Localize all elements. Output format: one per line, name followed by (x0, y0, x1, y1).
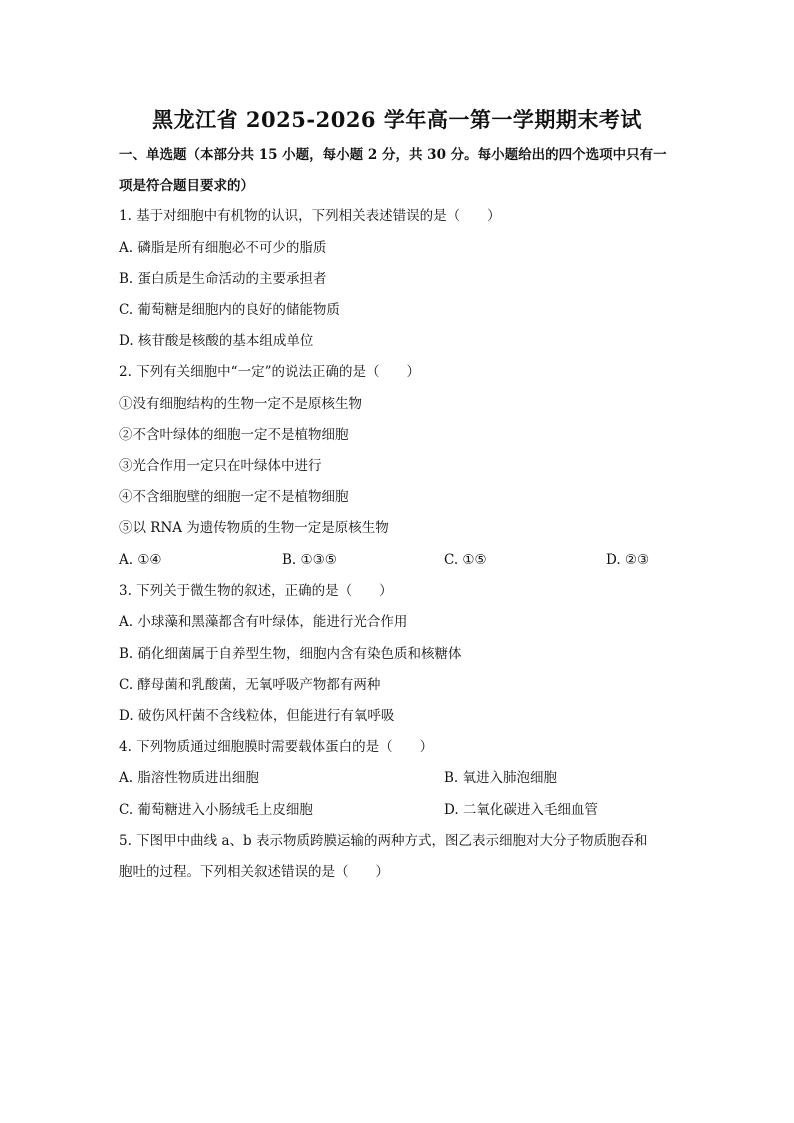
q1-option-a: A. 磷脂是所有细胞必不可少的脂质 (119, 240, 327, 256)
section-heading-line1: 一、单选题（本部分共 15 小题，每小题 2 分，共 30 分。每小题给出的四个选项中只有一 (119, 147, 667, 163)
q3-option-d: D. 破伤风杆菌不含线粒体，但能进行有氧呼吸 (119, 708, 395, 724)
q2-statement-5: ⑤以 RNA 为遗传物质的生物一定是原核生物 (119, 520, 389, 536)
q2-option-c: C. ①⑤ (444, 552, 487, 568)
q2-statement-1: ①没有细胞结构的生物一定不是原核生物 (119, 396, 362, 412)
q1-stem: 1. 基于对细胞中有机物的认识，下列相关表述错误的是（ ） (119, 208, 501, 224)
q2-statement-3: ③光合作用一定只在叶绿体中进行 (119, 458, 322, 474)
q1-option-b: B. 蛋白质是生命活动的主要承担者 (119, 271, 327, 287)
q1-option-c: C. 葡萄糖是细胞内的良好的储能物质 (119, 302, 340, 318)
q2-option-d: D. ②③ (606, 552, 650, 568)
q5-stem-line2: 胞吐的过程。下列相关叙述错误的是（ ） (119, 864, 389, 880)
q1-option-d: D. 核苷酸是核酸的基本组成单位 (119, 333, 314, 349)
q4-option-a: A. 脂溶性物质进出细胞 (119, 770, 259, 786)
q4-option-d: D. 二氧化碳进入毛细血管 (444, 802, 598, 818)
q3-option-a: A. 小球藻和黑藻都含有叶绿体，能进行光合作用 (119, 614, 408, 630)
q2-stem: 2. 下列有关细胞中“一定”的说法正确的是（ ） (119, 364, 420, 380)
q4-stem: 4. 下列物质通过细胞膜时需要载体蛋白的是（ ） (119, 739, 434, 755)
q3-stem: 3. 下列关于微生物的叙述，正确的是（ ） (119, 583, 393, 599)
q3-option-b: B. 硝化细菌属于自养型生物，细胞内含有染色质和核糖体 (119, 646, 462, 662)
q4-option-c: C. 葡萄糖进入小肠绒毛上皮细胞 (119, 802, 313, 818)
q4-option-b: B. 氧进入肺泡细胞 (444, 770, 558, 786)
q2-option-a: A. ①④ (119, 552, 162, 568)
q5-stem-line1: 5. 下图甲中曲线 a、b 表示物质跨膜运输的两种方式，图乙表示细胞对大分子物质胞吞和 (119, 833, 648, 849)
q2-option-b: B. ①③⑤ (282, 552, 337, 568)
exam-title: 黑龙江省 2025-2026 学年高一第一学期期末考试 (152, 107, 642, 132)
section-heading-line2: 项是符合题目要求的） (119, 178, 254, 194)
q3-option-c: C. 酵母菌和乳酸菌，无氧呼吸产物都有两种 (119, 677, 381, 693)
q2-statement-2: ②不含叶绿体的细胞一定不是植物细胞 (119, 427, 349, 443)
q2-statement-4: ④不含细胞壁的细胞一定不是植物细胞 (119, 489, 349, 505)
